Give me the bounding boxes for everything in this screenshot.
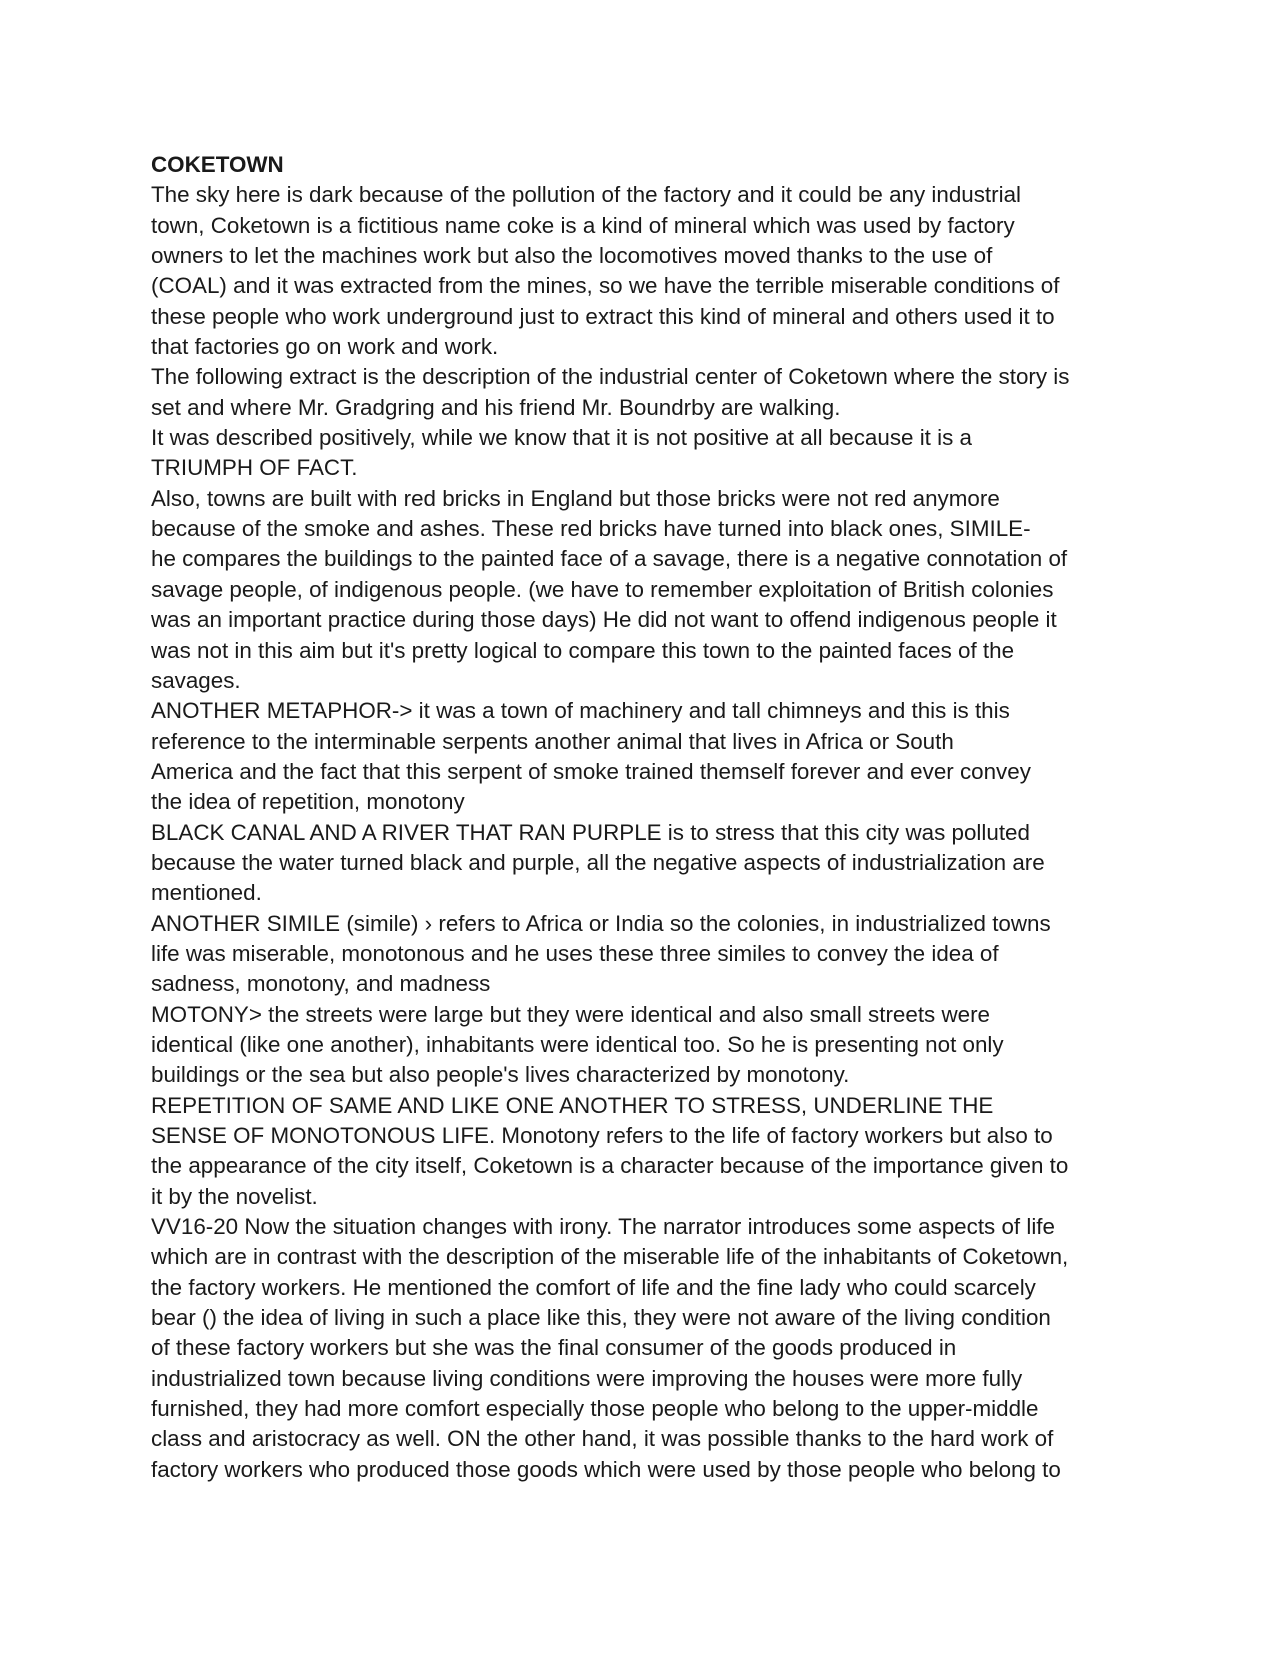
- paragraph-black-canal: BLACK CANAL AND A RIVER THAT RAN PURPLE is to stress that this city was polluted because the water turned black and purple, all the negative aspects of industrialization are mentioned.: [151, 819, 1045, 906]
- paragraph-red-bricks-simile: Also, towns are built with red bricks in England but those bricks were not red anymore because of the smoke and ashes. These red bricks have turned into black ones, SIMILE- he compares the buildings to the painted face of a savage, there is a negative connotation of savage people, of indigenous people. (we have to remember exploitation of British colonies was an important practice during those days) He did not want to offend indigenous people it was not in this aim but it's pretty logical to compare this town to the painted faces of the savages.: [151, 485, 1068, 693]
- paragraph-another-simile: ANOTHER SIMILE (simile) › refers to Africa or India so the colonies, in industrialized towns life was miserable, monotonous and he uses these three similes to convey the idea of sadness, monotony, and madness: [151, 910, 1051, 997]
- paragraph-metaphor-serpents: ANOTHER METAPHOR-> it was a town of machinery and tall chimneys and this is this reference to the interminable serpents another animal that lives in Africa or South America and the fact that this serpent of smoke trained themself forever and ever convey the idea of repetition, monotony: [151, 698, 1031, 815]
- document-body: [151, 150, 1111, 1485]
- paragraph-extract-description: The following extract is the description of the industrial center of Coketown where the story is set and where Mr. Gradgring and his friend Mr. Boundrby are walking.: [151, 364, 1070, 420]
- paragraph-triumph-of-fact: It was described positively, while we know that it is not positive at all because it is a TRIUMPH OF FACT.: [151, 425, 972, 481]
- document-title: COKETOWN: [151, 152, 284, 177]
- paragraph-irony: VV16-20 Now the situation changes with irony. The narrator introduces some aspects of life which are in contrast with the description of the miserable life of the inhabitants of Coketown, the factory workers. He mentioned the comfort of life and the fine lady who could scarcely bear () the idea of living in such a place like this, they were not aware of the living condition of these factory workers but she was the final consumer of the goods produced in industrialized town because living conditions were improving the houses were more fully furnished, they had more comfort especially those people who belong to the upper-middle class and aristocracy as well. ON the other hand, it was possible thanks to the hard work of factory workers who produced those goods which were used by those people who belong to: [151, 1214, 1069, 1482]
- paragraph-monotony-streets: MOTONY> the streets were large but they were identical and also small streets were identical (like one another), inhabitants were identical too. So he is presenting not only buildings or the sea but also people's lives characterized by monotony.: [151, 1001, 1004, 1088]
- paragraph-coketown-intro: The sky here is dark because of the pollution of the factory and it could be any industrial town, Coketown is a fictitious name coke is a kind of mineral which was used by factory owners to let the machines work but also the locomotives moved thanks to the use of (COAL) and it was extracted from the mines, so we have the terrible miserable conditions of these people who work underground just to extract this kind of mineral and others used it to that factories go on work and work.: [151, 182, 1060, 360]
- paragraph-repetition: REPETITION OF SAME AND LIKE ONE ANOTHER TO STRESS, UNDERLINE THE SENSE OF MONOTONOUS LIFE. Monotony refers to the life of factory workers but also to the appearance of the city itself, Coketown is a character because of the importance given to it by the novelist.: [151, 1092, 1069, 1209]
